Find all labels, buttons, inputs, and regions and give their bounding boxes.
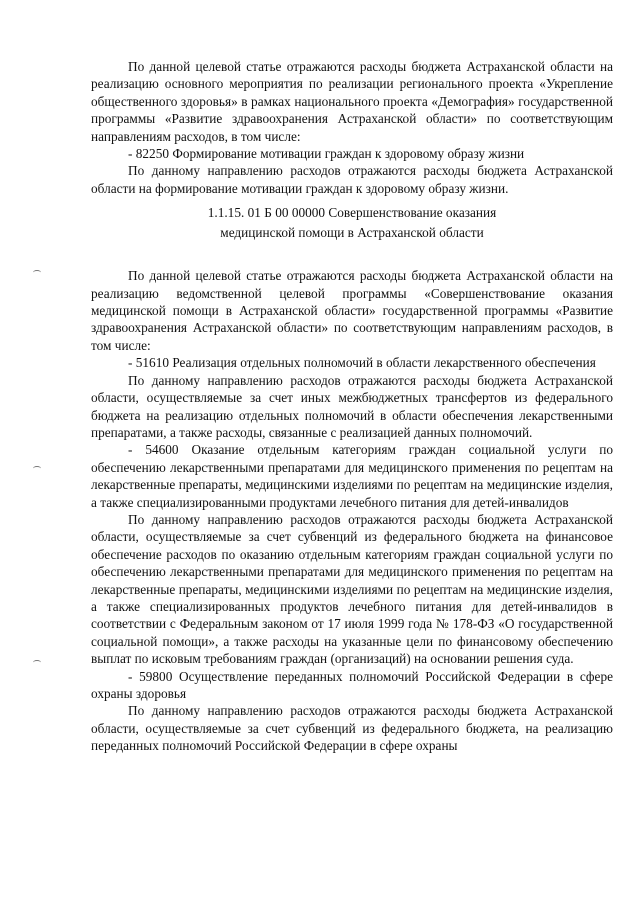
item-51610: - 51610 Реализация отдельных полномочий в области лекарственного обеспечения [128, 355, 596, 371]
scan-punch-mark-2 [33, 466, 41, 471]
intro-paragraph: По данной целевой статье отражаются расходы бюджета Астраханской области на реализацию основного мероприятия по реализации регионального проекта «Укрепление общественного здоровья» в рамках национального проекта «Демография» государственной программы «Развитие здравоохранения Астраханской области» по соответствующим направлениям расходов, в том числе: [91, 59, 613, 144]
item-51610-description: По данному направлению расходов отражаются расходы бюджета Астраханской области, осуществляемые за счет иных межбюджетных трансфертов из федерального бюджета на реализацию отдельных полномочий в области обеспечения лекарственными препаратами, а также расходы, связанные с реализацией данных полномочий. [91, 372, 613, 440]
item-59800-description: По данному направлению расходов отражаются расходы бюджета Астраханской области, осуществляемые за счет субвенций из федерального бюджета, на реализацию переданных полномочий Российской Федерации в сфере охраны [91, 703, 613, 754]
section-heading [91, 203, 613, 243]
item-54600: - 54600 Оказание отдельным категориям граждан социальной услуги по обеспечению лекарственными препаратами для медицинского применения по рецептам на лекарственные препараты, медицинскими изделиями по рецептам на медицинские изделия, а также специализированными продуктами лечебного питания для детей-инвалидов [91, 442, 613, 510]
section-heading-line-2: медицинской помощи в Астраханской области [220, 225, 484, 241]
scan-punch-mark-3 [33, 660, 41, 665]
section-heading-line-1: 1.1.15. 01 Б 00 00000 Совершенствование оказания [207, 205, 497, 221]
item-54600-description: По данному направлению расходов отражаются расходы бюджета Астраханской области, осуществляемые за счет субвенций из федерального бюджета на финансовое обеспечение расходов по оказанию отдельным категориям граждан социальной услуги по обеспечению лекарственными препаратами для медицинского применения по рецептам на лекарственные препараты, медицинскими изделиями по рецептам на медицинские изделия, а также специализированных продуктов лечебного питания для детей-инвалидов в соответствии с Федеральным законом от 17 июля 1999 года № 178-ФЗ «О государственной социальной помощи», а также расходы на указанные цели по финансовому обеспечению выплат по исковым требованиям граждан (организаций) на основании решения суда. [91, 511, 613, 667]
intro-item-82250: - 82250 Формирование мотивации граждан к здоровому образу жизни [128, 146, 525, 162]
section-paragraph: По данной целевой статье отражаются расходы бюджета Астраханской области на реализацию ведомственной целевой программы «Совершенствование оказания медицинской помощи в Астраханской области» государственной программы «Развитие здравоохранения Астраханской области» по соответствующим направлениям расходов, в том числе: [91, 268, 613, 353]
item-59800: - 59800 Осуществление переданных полномочий Российской Федерации в сфере охраны здоровья [91, 668, 613, 701]
document-page [91, 58, 613, 755]
intro-item-description: По данному направлению расходов отражаются расходы бюджета Астраханской области на формирование мотивации граждан к здоровому образу жизни. [91, 163, 613, 196]
heading-spacer [91, 243, 613, 267]
scan-punch-mark-1 [33, 270, 41, 275]
